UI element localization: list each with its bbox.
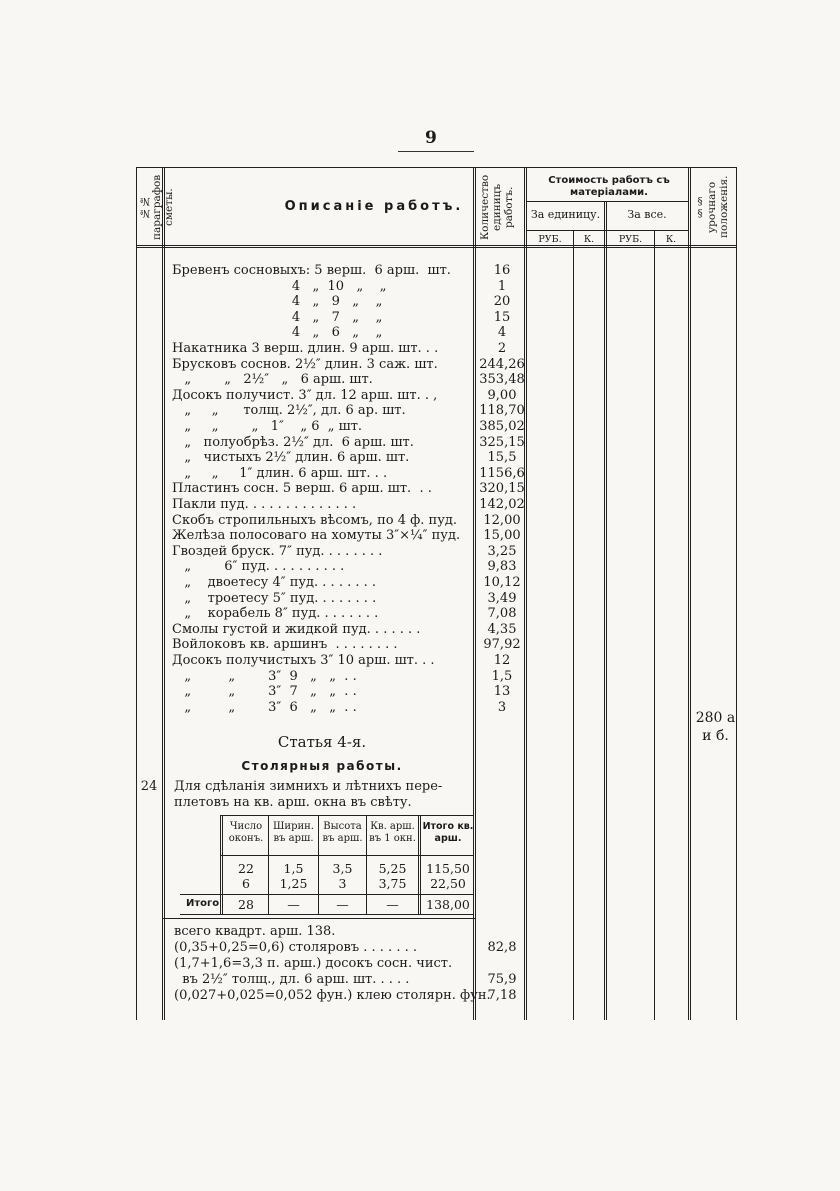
col-rule-0 [136,167,137,1020]
row-desc: „ троетесу 5″ пуд. . . . . . . . [172,590,377,606]
tail-qty: 82,8 [487,940,517,955]
row-qty: 20 [493,294,511,310]
table-top-rule [136,167,737,168]
row-desc: „ „ 3″ 6 „ „ . . [172,699,357,715]
row-qty: 3,25 [487,543,517,559]
page-number: 9 [425,128,437,148]
windows-total-cell: — [336,897,349,912]
tail-desc: всего квадрт. арш. 138. [174,924,336,939]
windows-header: Ширин. въ арш. [273,821,314,844]
header-rub-1: РУБ. [538,234,562,245]
row-desc: 4 „ 6 „ „ [172,325,383,341]
windows-cell: 3,5 [332,861,353,876]
row-desc: Гвоздей бруск. 7″ пуд. . . . . . . . [172,543,383,559]
row-qty: 320,15 [479,481,525,497]
windows-cell: 3,75 [378,876,407,891]
row-desc: Накатника 3 верш. длин. 9 арш. шт. . . [172,341,439,356]
header-all-col: За все. [627,208,667,221]
header-unit-col: За единицу. [530,208,601,221]
row-qty: 1156,6 [479,465,525,481]
row-qty: 7,08 [487,606,517,622]
windows-table [180,815,474,915]
tail-desc: (0,35+0,25=0,6) столяровъ . . . . . . . [174,940,417,955]
header-rub-2: РУБ. [618,234,643,245]
row-desc: „ полуобрѣз. 2½″ дл. 6 арш. шт. [172,434,414,450]
row-qty: 15,5 [487,450,517,466]
row-qty: 9,00 [487,387,517,403]
row-desc: „ „ 2½″ „ 6 арш. шт. [172,372,373,388]
row-qty: 3,49 [487,590,517,606]
row-desc: „ „ 3″ 7 „ „ . . [172,684,357,700]
row-desc: „ корабель 8″ пуд. . . . . . . . [172,606,379,622]
row-desc: „ двоетесу 4″ пуд. . . . . . . . [172,575,377,590]
row-qty: 15,00 [483,528,521,544]
row-qty: 9,83 [487,559,517,575]
windows-cell: 1,25 [279,876,308,891]
row-qty: 244,26 [479,356,525,372]
col-rule-8 [736,167,737,1020]
unit-subheader-rule [526,230,688,231]
header-qty-col: Количество единицъ работъ. [479,174,515,240]
col-rule-1 [162,167,165,1020]
windows-cell: 5,25 [378,861,407,876]
windows-total-label: Итого [186,898,220,909]
row-qty: 325,15 [479,434,525,450]
windows-col-rule [220,815,223,915]
row-desc: Войлоковъ кв. аршинъ . . . . . . . . [172,637,398,653]
tail-desc: въ 2½″ толщ., дл. 6 арш. шт. . . . . [174,972,410,987]
windows-cell: 1,5 [283,861,304,876]
windows-total-cell: — [386,897,399,912]
row-desc: Желѣза полосоваго на хомуты 3″×¼″ пуд. [172,528,461,544]
row-desc: Скобъ стропильныхъ вѣсомъ, по 4 ф. пуд. [172,512,457,528]
estimate-table [136,167,737,1020]
row-desc: 4 „ 10 „ „ [172,278,387,294]
windows-col-rule [418,815,421,915]
windows-total-cell: — [287,897,300,912]
row-desc: Пластинъ сосн. 5 верш. 6 арш. шт. . . [172,481,432,497]
row-desc: Смолы густой и жидкой пуд. . . . . . . [172,621,421,637]
row-desc: „ „ „ 1″ „ 6 „ шт. [172,419,363,434]
section-title: Статья 4-я. [277,733,367,751]
row-desc: „ „ толщ. 2½″, дл. 6 ар. шт. [172,403,406,419]
windows-header: Число оконъ. [228,821,264,844]
header-k-1: К. [583,234,595,245]
row-qty: 1 [497,278,507,294]
tail-qty: 75,9 [487,972,517,987]
cost-subheader-rule [526,201,688,202]
windows-cell: 6 [242,876,250,891]
tail-desc: (1,7+1,6=3,3 п. арш.) досокъ сосн. чист. [174,956,453,971]
col-rule-6 [654,230,655,1020]
header-desc-col: Описаніе работъ. [284,199,464,214]
row-desc: 4 „ 7 „ „ [172,309,383,325]
col-rule-4 [573,230,574,1020]
row-qty: 3 [497,699,507,715]
header-k-2: К. [665,234,677,245]
row-qty: 118,70 [479,403,525,419]
tail-desc: (0,027+0,025=0,052 фун.) клею столярн. фун. [174,988,491,1003]
row-desc: „ „ 1″ длин. 6 арш. шт. . . [172,465,388,481]
page-number-rule [398,151,474,152]
row-qty: 16 [493,263,511,278]
row-qty: 12 [493,653,511,668]
windows-table-bottom-rule [180,914,474,915]
row-qty: 10,12 [483,575,521,590]
row-desc: „ чистыхъ 2½″ длин. 6 арш. шт. [172,450,410,466]
row-desc: Брусковъ соснов. 2½″ длин. 3 саж. шт. [172,356,438,372]
row-desc: „ 6″ пуд. . . . . . . . . . [172,559,345,575]
header-cost-col: Стоимость работъ съ матеріалами. [548,175,670,198]
windows-header: Высота въ арш. [322,821,363,844]
row-qty: 142,02 [479,497,525,512]
row-desc: 4 „ 9 „ „ [172,294,383,310]
section-subtitle: Столярныя работы. [241,759,403,773]
windows-table-header-rule [220,855,474,856]
row-qty: 4,35 [487,621,517,637]
col-rule-5 [604,201,607,1020]
windows-total-cell: 28 [238,897,254,912]
row-desc: Досокъ получистыхъ 3″ 10 арш. шт. . . [172,653,435,668]
header-para-col: №№ параграфов сметы. [139,174,175,240]
header-norm-col: §§ урочнаго положенія. [694,175,730,239]
intro-line-1: Для сдѣланія зимнихъ и лѣтнихъ пере- [174,779,443,794]
windows-cell: 3 [338,876,347,891]
row-qty: 97,92 [483,637,521,653]
windows-cell: 22 [238,861,254,876]
row-desc: Пакли пуд. . . . . . . . . . . . . . [172,497,357,512]
col-rule-7 [688,167,691,1020]
windows-total-cell: 138,00 [426,897,470,912]
row-qty: 2 [497,341,507,356]
windows-table-total-rule [180,894,474,895]
row-desc: Досокъ получист. 3″ дл. 12 арш. шт. . , [172,387,438,403]
header-bottom-rule [136,245,737,248]
row-qty: 15 [493,309,511,325]
row-desc: „ „ 3″ 9 „ „ . . [172,668,357,684]
windows-header: Кв. арш. въ 1 окн. [369,821,416,844]
windows-cell: 22,50 [430,876,466,891]
row-qty: 13 [493,684,511,700]
row-qty: 353,48 [479,372,525,388]
row-qty: 12,00 [483,512,521,528]
row-qty: 385,02 [479,419,525,434]
after-windows-rule [162,918,475,919]
row-desc: Бревенъ сосновыхъ: 5 верш. 6 арш. шт. [172,263,451,278]
windows-cell: 115,50 [426,861,470,876]
intro-line-2: плетовъ на кв. арш. окна въ свѣту. [174,795,412,810]
windows-table-top-rule [220,815,474,816]
row-qty: 1,5 [491,668,513,684]
norm-reference: 280 а и б. [695,710,736,744]
tail-qty: 7,18 [487,988,517,1003]
paragraph-number: 24 [140,779,158,794]
row-qty: 4 [497,325,507,341]
windows-header: Итого кв. арш. [422,821,474,844]
